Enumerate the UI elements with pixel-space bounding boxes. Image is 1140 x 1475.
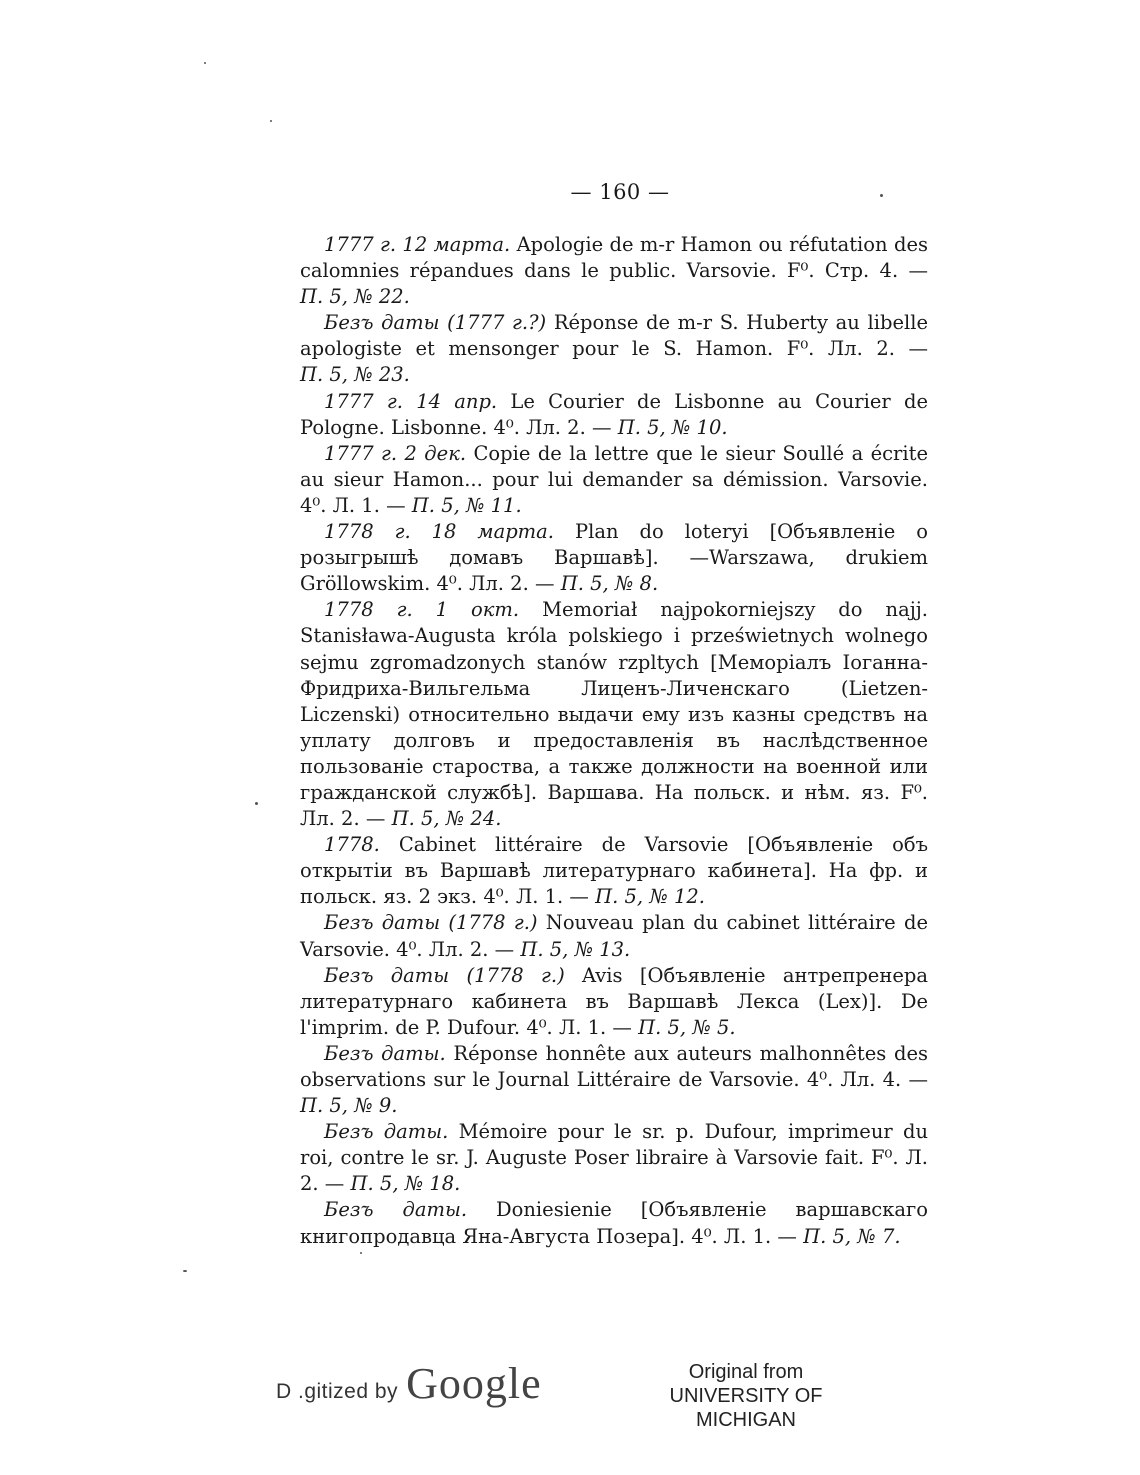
entry-date: 1777 г. 12 марта.	[324, 233, 511, 256]
entry-shelfmark: П. 5, № 10.	[617, 415, 728, 439]
entry-shelfmark: П. 5, № 13.	[520, 937, 631, 961]
entry-shelfmark: П. 5, № 24.	[391, 807, 502, 831]
entry-text: Réponse de m-r S. Huberty au libelle apologiste et mensonger pour le S. Hamon. F⁰. Лл. 2. —	[300, 311, 928, 361]
entry-date: 1777 г. 14 апр.	[324, 389, 498, 413]
entry-date: Безъ даты (1778 г.)	[324, 963, 565, 987]
entry-date: 1778 г. 1 окт.	[324, 598, 520, 622]
scan-speck	[270, 120, 272, 122]
scan-speck	[360, 1252, 362, 1254]
entry-date: 1778.	[324, 833, 380, 857]
digitized-by-label: D .gitized by	[276, 1380, 399, 1403]
scan-speck	[880, 194, 883, 197]
entry-shelfmark: П. 5, № 7.	[803, 1224, 901, 1248]
bibliography-entry	[300, 389, 928, 441]
entry-text: Nouveau plan du cabinet littéraire de Varsovie. 4⁰. Лл. 2. —	[300, 911, 928, 961]
digitized-by-watermark	[276, 1358, 542, 1408]
entry-text: Apologie de m-r Hamon ou réfutation des calomnies répandues dans le public. Varsovie. F⁰. Стр. 4. —	[300, 233, 928, 283]
original-from-label: Original from	[688, 1361, 804, 1383]
bibliography-list	[300, 232, 928, 1250]
scan-speck	[255, 802, 258, 805]
bibliography-entry	[300, 1197, 928, 1249]
entry-shelfmark: П. 5, № 22.	[300, 285, 410, 309]
bibliography-entry	[300, 963, 928, 1041]
entry-text: Doniesienie [Объявленіе варшавскаго книгопродавца Яна-Августа Позера]. 4⁰. Л. 1. —	[300, 1198, 928, 1248]
entry-date: Безъ даты.	[324, 1198, 468, 1222]
entry-text: Le Courier de Lisbonne au Courier de Pologne. Lisbonne. 4⁰. Лл. 2. —	[300, 389, 928, 439]
entry-date: Безъ даты.	[324, 1120, 449, 1144]
bibliography-entry	[300, 310, 928, 388]
entry-shelfmark: П. 5, № 18.	[350, 1172, 461, 1196]
original-source-watermark	[626, 1360, 866, 1432]
entry-date: Безъ даты.	[324, 1041, 446, 1065]
entry-text: Cabinet littéraire de Varsovie [Объявленіе объ открытіи въ Варшавѣ литературнаго кабинета]. На фр. и польск. яз. 2 экз. 4⁰. Л. 1. —	[300, 833, 929, 909]
bibliography-entry	[300, 832, 928, 910]
entry-text: Memoriał najpokorniejszy do najj. Stanisława-Augusta króla polskiego i prześwietnych wolnego sejmu zgromadzonych stanów rzpltych [Меморіалъ Іоганна-Фридриха-Вильгельма Лиценъ-Личенскаго (Lietzen-Liczenski) относительно выдачи ему изъ казны средствъ на уплату долговъ и предоставленія въ наслѣдственное пользованіе староства, а также должности на военной или гражданской службѣ]. Варшава. На польск. и нѣм. яз. F⁰. Лл. 2. —	[300, 598, 928, 831]
entry-date: 1778 г. 18 марта.	[324, 520, 554, 544]
entry-text: Avis [Объявленіе антрепренера литературнаго кабинета въ Варшавѣ Лекса (Lex)]. De l'imprim. de P. Dufour. 4⁰. Л. 1. —	[300, 963, 928, 1039]
entry-date: Безъ даты (1778 г.)	[324, 911, 538, 935]
bibliography-entry	[300, 1119, 928, 1197]
entry-date: 1777 г. 2 дек.	[324, 441, 467, 465]
institution-label: UNIVERSITY OF MICHIGAN	[669, 1385, 823, 1431]
bibliography-entry	[300, 910, 928, 962]
entry-text: Copie de la lettre que le sieur Soullé a écrite au sieur Hamon... pour lui demander sa démission. Varsovie. 4⁰. Л. 1. —	[300, 441, 928, 517]
entry-shelfmark: П. 5, № 11.	[411, 493, 522, 517]
google-logo: Google	[406, 1359, 542, 1408]
bibliography-entry	[300, 519, 928, 597]
entry-text: Réponse honnête aux auteurs malhonnêtes des observations sur le Journal Littéraire de Varsovie. 4⁰. Лл. 4. —	[300, 1041, 928, 1091]
bibliography-entry	[300, 597, 928, 832]
entry-shelfmark: П. 5, № 5.	[638, 1015, 736, 1039]
entry-shelfmark: П. 5, № 12.	[595, 885, 705, 909]
entry-date: Безъ даты (1777 г.?)	[324, 311, 547, 335]
entry-text: Plan do loteryi [Объявленіе о розыгрышѣ домавъ Варшавѣ]. —Warszawa, drukiem Gröllowskim. 4⁰. Лл. 2. —	[300, 520, 928, 596]
bibliography-entry	[300, 441, 928, 519]
entry-shelfmark: П. 5, № 23.	[300, 363, 410, 387]
entry-shelfmark: П. 5, № 8.	[560, 572, 659, 596]
scan-speck	[204, 62, 206, 64]
entry-shelfmark: П. 5, № 9.	[300, 1094, 398, 1118]
bibliography-entry	[300, 1041, 928, 1119]
entry-text: Mémoire pour le sr. p. Dufour, imprimeur du roi, contre le sr. J. Auguste Poser libraire à Varsovie fait. F⁰. Л. 2. —	[300, 1120, 928, 1196]
bibliography-entry	[300, 232, 928, 310]
page-number: — 160 —	[570, 180, 670, 204]
scan-speck	[183, 1270, 187, 1272]
